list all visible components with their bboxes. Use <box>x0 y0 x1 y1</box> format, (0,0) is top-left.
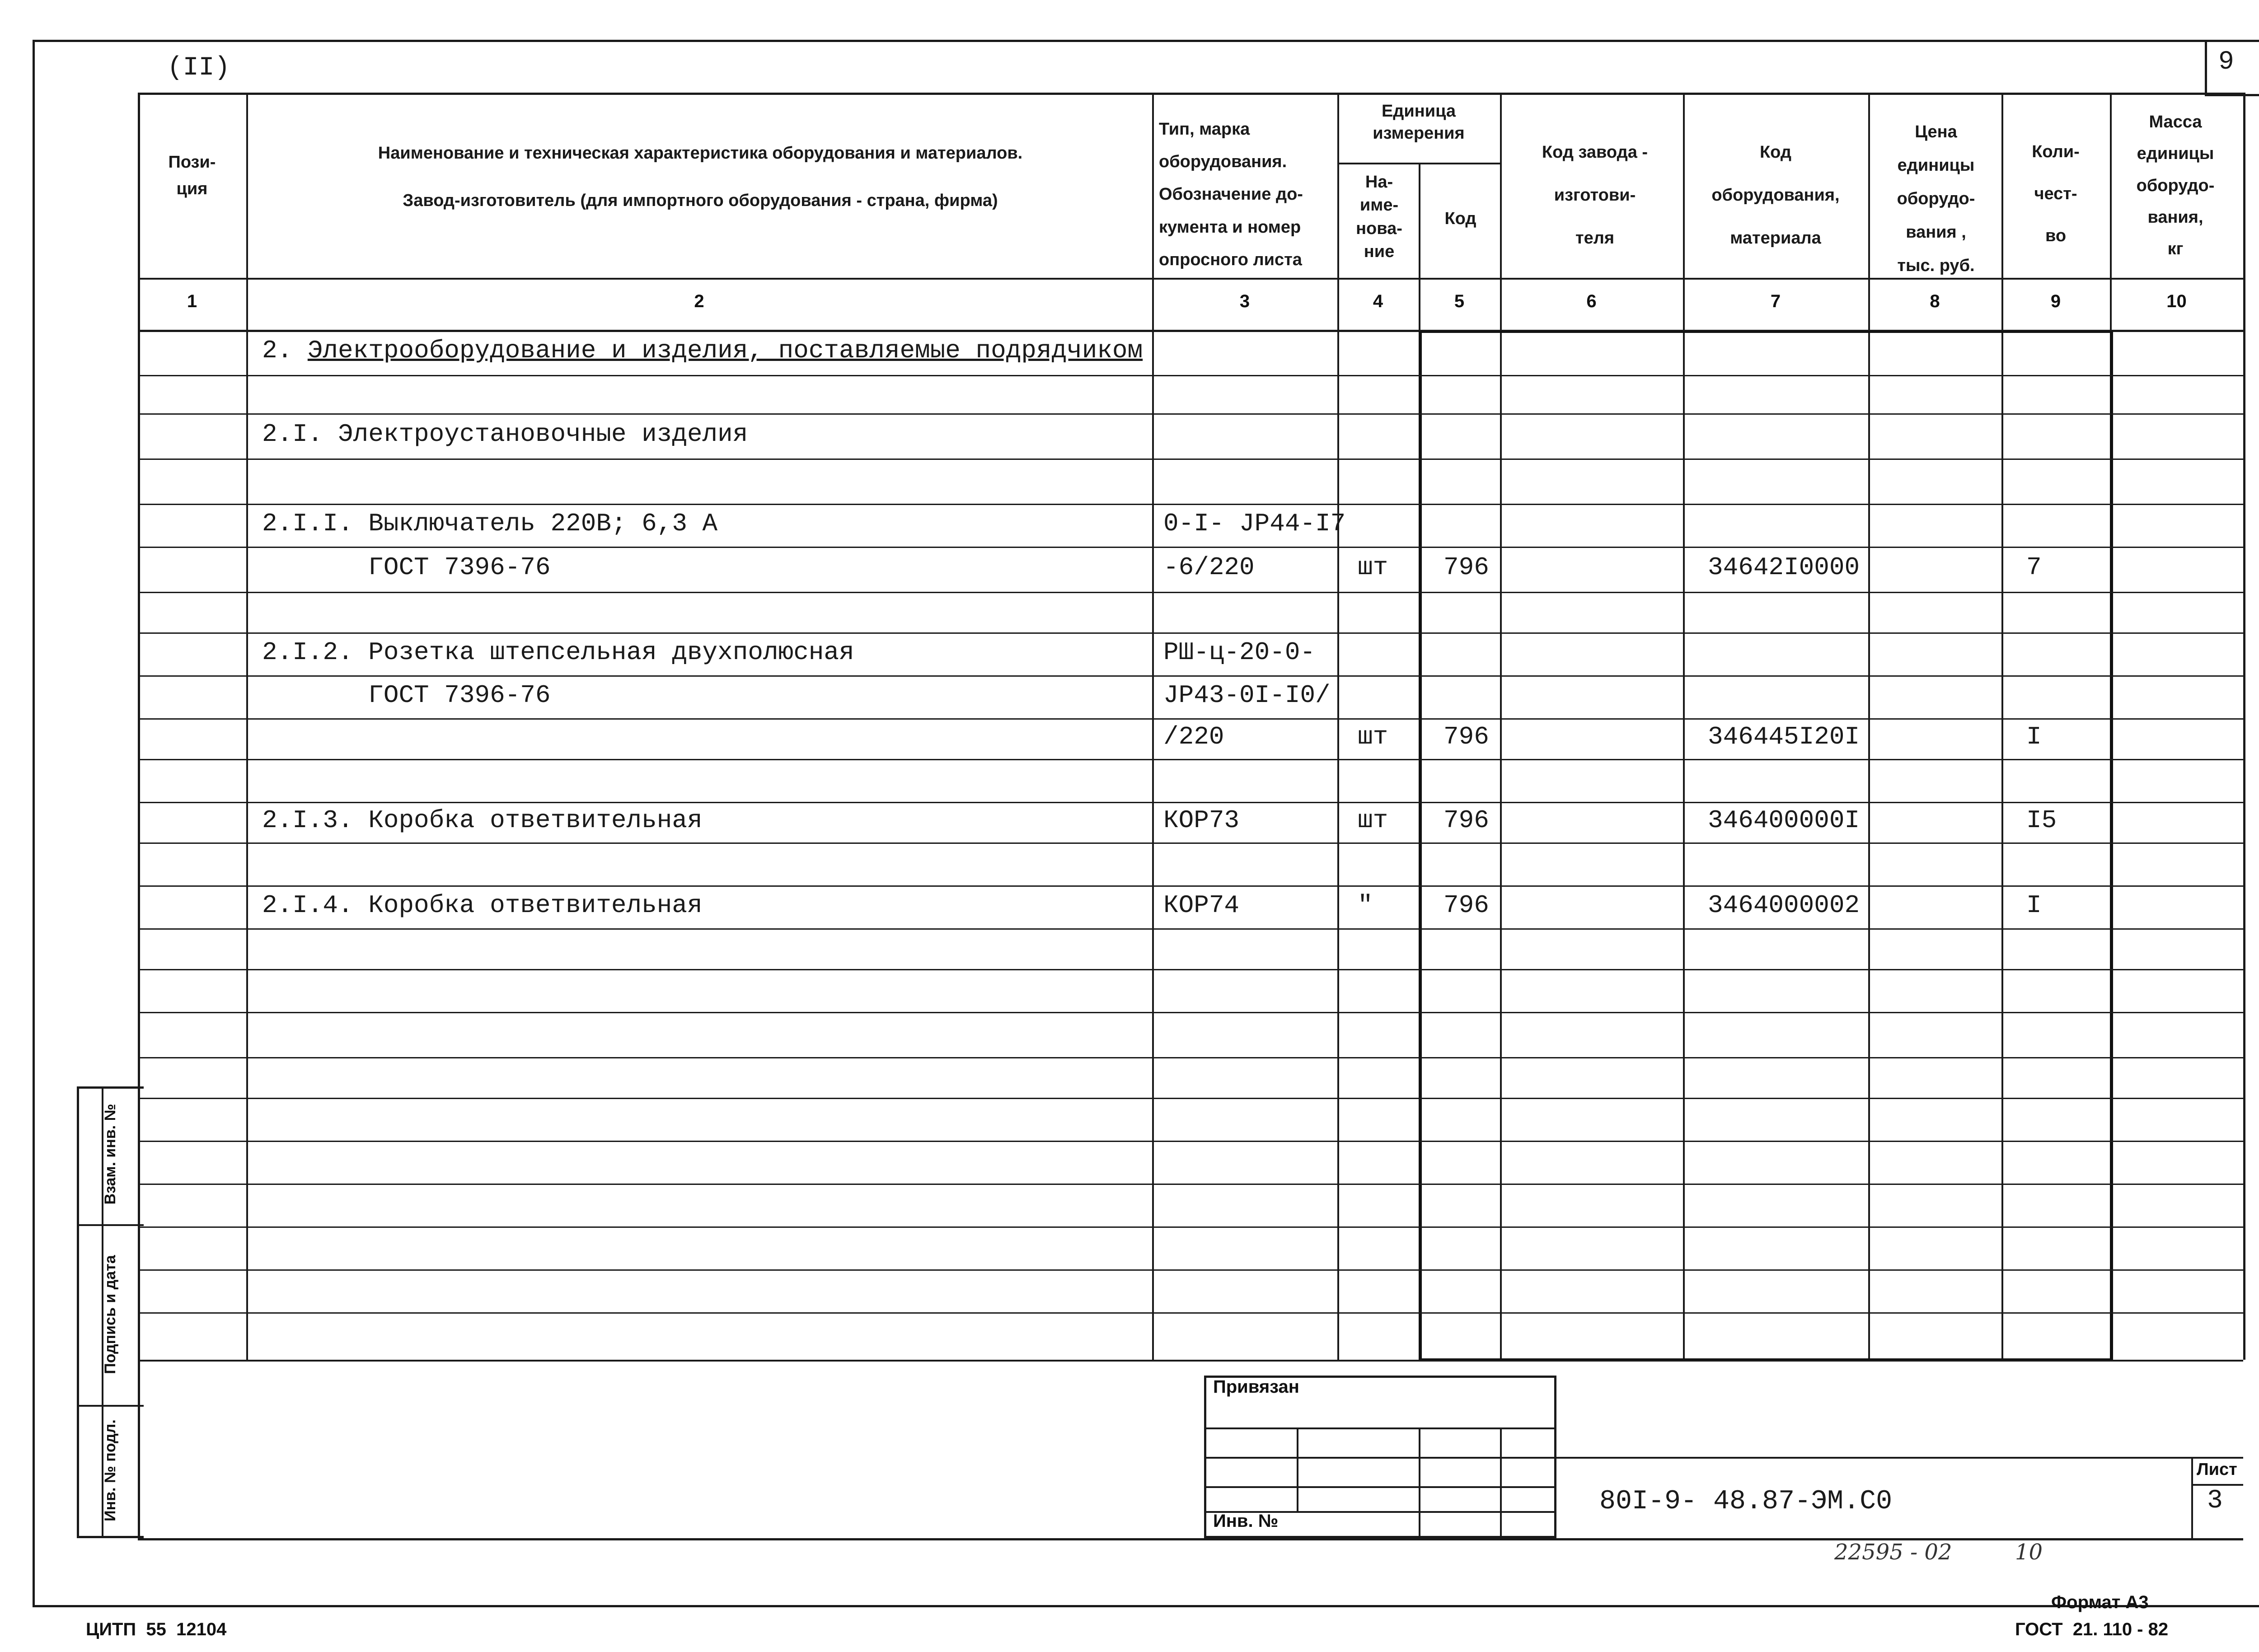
cell-quantity: I <box>2026 722 2042 751</box>
column-number: 6 <box>1586 291 1597 311</box>
column-number: 2 <box>694 291 704 311</box>
grid-line <box>138 1012 2243 1013</box>
cell-type: КОР74 <box>1163 890 1240 920</box>
grid-line <box>138 675 2243 677</box>
grid-line <box>2243 93 2245 1360</box>
title-block-line <box>1556 1457 2243 1459</box>
grid-line <box>1500 93 1502 1360</box>
stamp-line <box>1204 1427 1556 1429</box>
cell-equipment-code: 34642I0000 <box>1708 553 1860 582</box>
header-price: Цена единицы оборудо- вания , тыс. руб. <box>1897 122 1975 276</box>
header-equipment-code: Код оборудования, материала <box>1711 143 1840 248</box>
stamp-line <box>1204 1486 1556 1488</box>
grid-line <box>138 1098 2243 1099</box>
header-position: Пози- ция <box>168 153 216 198</box>
grid-line <box>138 1312 2243 1314</box>
grid-line <box>2001 93 2003 1360</box>
side-label-inventory: Инв. № подл. <box>102 1419 119 1521</box>
header-unit: Единица измерения <box>1373 102 1465 143</box>
grid-line <box>138 632 2243 634</box>
grid-line <box>138 547 2243 548</box>
header-quantity: Коли- чест- во <box>2032 142 2080 246</box>
grid-line <box>138 928 2243 930</box>
side-label-replacement: Взам. инв. № <box>102 1104 119 1205</box>
stamp-line <box>1297 1427 1298 1511</box>
header-name-line1: Наименование и техническая характеристика оборудования и материалов. <box>378 144 1023 163</box>
left-code: ЦИТП 55 12104 <box>86 1619 227 1639</box>
cell-unit-code: 796 <box>1444 806 1489 835</box>
grid-line <box>138 93 2243 95</box>
cell-name: ГОСТ 7396-76 <box>262 680 551 710</box>
stamp-privyazan: Привязан <box>1213 1377 1299 1397</box>
column-number: 5 <box>1454 291 1465 311</box>
corner-mark: (II) <box>167 53 230 83</box>
cell-name: 2.I.3. Коробка ответвительная <box>262 806 703 835</box>
column-number: 4 <box>1373 291 1383 311</box>
column-number: 1 <box>187 291 197 311</box>
cell-unit-name: шт <box>1358 722 1388 751</box>
cell-unit-name: " <box>1358 890 1373 920</box>
handwritten-page: 10 <box>2015 1540 2043 1565</box>
grid-line <box>138 592 2243 593</box>
title-block-line <box>2191 1484 2243 1486</box>
grid-line <box>138 718 2243 720</box>
document-designation: 80I-9- 48.87-ЭМ.С0 <box>1599 1486 1893 1517</box>
grid-line <box>138 504 2243 505</box>
stamp-line <box>1204 1457 1556 1459</box>
header-factory-code: Код завода - изготови- теля <box>1542 143 1648 248</box>
grid-line <box>1152 93 1154 1360</box>
cell-name: 2.I.2. Розетка штепсельная двухполюсная <box>262 637 854 667</box>
grid-line <box>246 93 248 1360</box>
page-number: 9 <box>2218 47 2234 77</box>
grid-line <box>138 759 2243 760</box>
grid-line <box>138 969 2243 970</box>
format-label: Формат А3 <box>2051 1592 2149 1612</box>
cell-name <box>262 336 1143 365</box>
grid-line <box>138 1141 2243 1142</box>
grid-line <box>138 802 2243 803</box>
sheet-label: Лист <box>2197 1460 2237 1479</box>
cell-quantity: I5 <box>2026 806 2057 835</box>
grid-line <box>1683 93 1685 1360</box>
cell-quantity: I <box>2026 890 2042 920</box>
cell-equipment-code: 346445I20I <box>1708 722 1860 751</box>
cell-type: -6/220 <box>1163 553 1255 582</box>
cell-type: /220 <box>1163 722 1224 751</box>
cell-name: ГОСТ 7396-76 <box>262 553 551 582</box>
column-number: 7 <box>1770 291 1781 311</box>
grid-line <box>1868 93 1870 1360</box>
grid-line <box>1337 93 1339 1360</box>
bold-border <box>1419 330 1422 1360</box>
cell-unit-code: 796 <box>1444 890 1489 920</box>
bold-border <box>2110 330 2113 1360</box>
column-number: 10 <box>2166 291 2187 311</box>
column-number: 9 <box>2050 291 2061 311</box>
sheet-number: 3 <box>2207 1486 2223 1516</box>
cell-equipment-code: 3464000002 <box>1708 890 1860 920</box>
cell-type: РШ-ц-20-0- <box>1163 637 1316 667</box>
cell-unit-name: шт <box>1358 806 1388 835</box>
header-name-line2: Завод-изготовитель (для импортного оборудования - страна, фирма) <box>403 191 998 210</box>
grid-line <box>138 842 2243 844</box>
grid-line <box>138 375 2243 376</box>
stamp-line <box>1500 1427 1502 1538</box>
header-unit-code: Код <box>1444 209 1476 228</box>
cell-type: 0-I- JP44-I7 <box>1163 509 1346 538</box>
cell-unit-name: шт <box>1358 553 1388 582</box>
section-title: Электрооборудование и изделия, поставляемые подрядчиком <box>307 336 1143 365</box>
header-type: Тип, марка оборудования. Обозначение до- кумента и номер опросного листа <box>1159 120 1303 269</box>
cell-unit-code: 796 <box>1444 722 1489 751</box>
stamp-line <box>1419 1427 1420 1538</box>
handwritten-number: 22595 - 02 <box>1834 1540 1952 1565</box>
grid-line <box>138 885 2243 887</box>
grid-line <box>138 1184 2243 1185</box>
cell-quantity: 7 <box>2026 553 2042 582</box>
cell-unit-code: 796 <box>1444 553 1489 582</box>
grid-line <box>138 330 2243 331</box>
cell-name: 2.I.4. Коробка ответвительная <box>262 890 703 920</box>
cell-type: КОР73 <box>1163 806 1240 835</box>
cell-name: 2.I. Электроустановочные изделия <box>262 420 748 449</box>
title-block-line <box>2191 1457 2193 1538</box>
stamp-inv-no: Инв. № <box>1213 1511 1279 1531</box>
cell-name: 2.I.I. Выключатель 220В; 6,3 А <box>262 509 718 538</box>
side-label-signature: Подпись и дата <box>102 1255 119 1374</box>
header-mass: Масса единицы оборудо- вания, кг <box>2136 112 2215 259</box>
side-divider <box>77 1224 144 1226</box>
cell-equipment-code: 346400000I <box>1708 806 1860 835</box>
section-number: 2. <box>262 336 308 365</box>
cell-type: JP43-0I-I0/ <box>1163 680 1331 710</box>
header-unit-name: На- име- нова- ние <box>1356 173 1402 261</box>
grid-line <box>138 413 2243 415</box>
right-code: ГОСТ 21. 110 - 82 <box>2015 1619 2169 1639</box>
grid-line <box>138 1226 2243 1228</box>
grid-line <box>138 1269 2243 1271</box>
column-number: 3 <box>1239 291 1250 311</box>
grid-line <box>138 1360 2243 1361</box>
grid-line <box>138 459 2243 460</box>
column-number: 8 <box>1930 291 1940 311</box>
grid-line <box>138 1057 2243 1058</box>
